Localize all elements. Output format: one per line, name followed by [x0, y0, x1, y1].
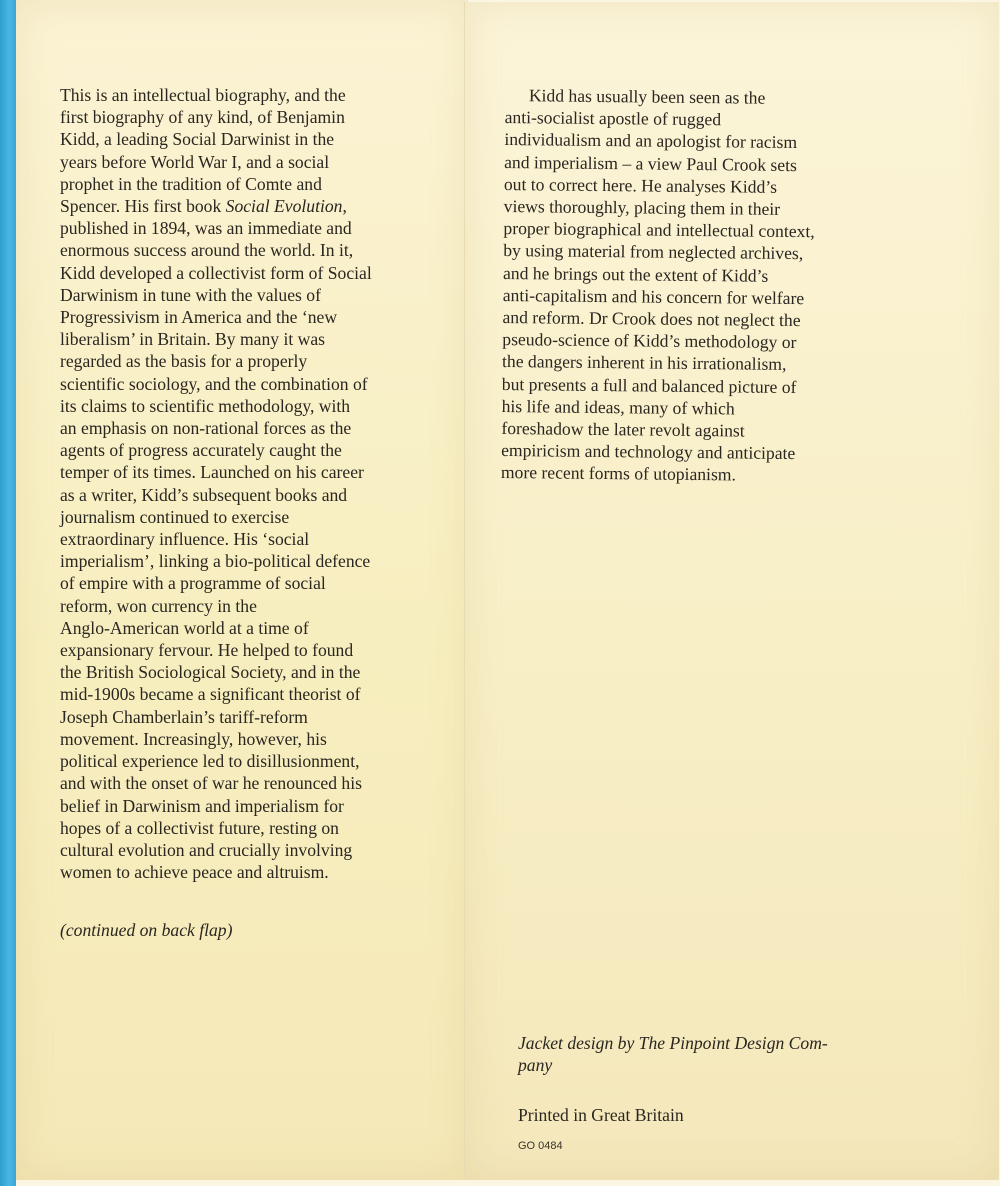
text-line: individualism and an apologist for racism: [504, 129, 798, 153]
text-line: empiricism and technology and anticipate: [501, 440, 796, 464]
text-line-with-title: [60, 195, 420, 217]
text-line: views thoroughly, placing them in their: [503, 196, 781, 219]
text-line: his life and ideas, many of which: [501, 395, 735, 419]
text-line: anti-socialist apostle of rugged: [504, 107, 722, 130]
text-line: journalism continued to exercise: [60, 506, 290, 527]
text-line: Anglo-American world at a time of: [60, 617, 309, 638]
text-line: temper of its times. Launched on his career: [60, 462, 364, 483]
text-line: Kidd developed a collectivist form of Social: [60, 262, 372, 283]
back-flap-text: [501, 84, 925, 488]
text-line: anti-capitalism and his concern for welfare: [502, 284, 805, 308]
text-line: and reform. Dr Crook does not neglect the: [502, 307, 801, 331]
text-line: more recent forms of utopianism.: [500, 462, 737, 485]
text-line: extraordinary influence. His ‘social: [60, 529, 310, 550]
text-line: years before World War I, and a social: [60, 151, 330, 172]
text-line: imperialism’, linking a bio-political defence: [60, 551, 371, 572]
text-line: cultural evolution and crucially involving: [60, 839, 353, 860]
text-line: first biography of any kind, of Benjamin: [60, 107, 345, 128]
text-line: regarded as the basis for a properly: [60, 351, 308, 372]
text-line: hopes of a collectivist future, resting on: [60, 817, 339, 838]
text-line: proper biographical and intellectual context,: [503, 218, 815, 242]
text-line: but presents a full and balanced picture of: [501, 373, 797, 397]
text-line: pseudo-science of Kidd’s methodology or: [502, 329, 797, 353]
text-line: foreshadow the later revolt against: [501, 418, 745, 441]
front-flap-text: [60, 84, 420, 883]
catalog-code: GO 0484: [518, 1140, 563, 1152]
text-fragment: Spencer. His first book: [60, 196, 226, 217]
text-line: liberalism’ in Britain. By many it was: [60, 329, 326, 350]
text-line: and he brings out the extent of Kidd’s: [502, 262, 769, 286]
jacket-design-line: Jacket design by The Pinpoint Design Com-: [518, 1033, 828, 1053]
text-line: and with the onset of war he renounced his: [60, 773, 362, 794]
text-line: by using material from neglected archives,: [503, 240, 804, 264]
text-line: the British Sociological Society, and in the: [60, 662, 361, 683]
text-line: This is an intellectual biography, and the: [60, 85, 346, 105]
text-line: and imperialism – a view Paul Crook sets: [504, 151, 797, 175]
spine-edge: [0, 0, 16, 1186]
continued-note: (continued on back flap): [60, 920, 233, 940]
book-title: Social Evolution: [225, 196, 343, 217]
text-line: out to correct here. He analyses Kidd’s: [503, 173, 778, 197]
jacket-design-line: pany: [518, 1055, 553, 1075]
text-line: Kidd has usually been seen as the: [528, 85, 766, 108]
text-line: agents of progress accurately caught the: [60, 440, 342, 461]
text-line: Progressivism in America and the ‘new: [60, 307, 338, 328]
text-line: women to achieve peace and altruism.: [60, 862, 329, 883]
text-line: published in 1894, was an immediate and: [60, 218, 352, 239]
text-line: enormous success around the world. In it,: [60, 240, 354, 261]
text-line: reform, won currency in the: [60, 595, 257, 616]
text-line: the dangers inherent in his irrationalism,: [501, 351, 787, 375]
text-line: as a writer, Kidd’s subsequent books and: [60, 484, 348, 505]
credits: [518, 1032, 898, 1126]
text-line: Kidd, a leading Social Darwinist in the: [60, 129, 335, 150]
text-line: Joseph Chamberlain’s tariff-reform: [60, 706, 308, 727]
text-line: mid-1900s became a significant theorist of: [60, 684, 361, 705]
text-line: prophet in the tradition of Comte and: [60, 173, 322, 194]
text-line: political experience led to disillusionment,: [60, 751, 360, 772]
text-line: expansionary fervour. He helped to found: [60, 640, 354, 661]
text-line: belief in Darwinism and imperialism for: [60, 795, 344, 816]
text-line: of empire with a programme of social: [60, 573, 326, 594]
text-line: scientific sociology, and the combination of: [60, 373, 368, 394]
text-line: its claims to scientific methodology, with: [60, 395, 351, 416]
text-line: an emphasis on non-rational forces as the: [60, 418, 352, 439]
text-line: movement. Increasingly, however, his: [60, 728, 327, 749]
text-line: Darwinism in tune with the values of: [60, 284, 321, 305]
text-fragment: ,: [342, 196, 347, 217]
jacket-design-credit: [518, 1032, 898, 1076]
printed-in: Printed in Great Britain: [518, 1105, 684, 1125]
